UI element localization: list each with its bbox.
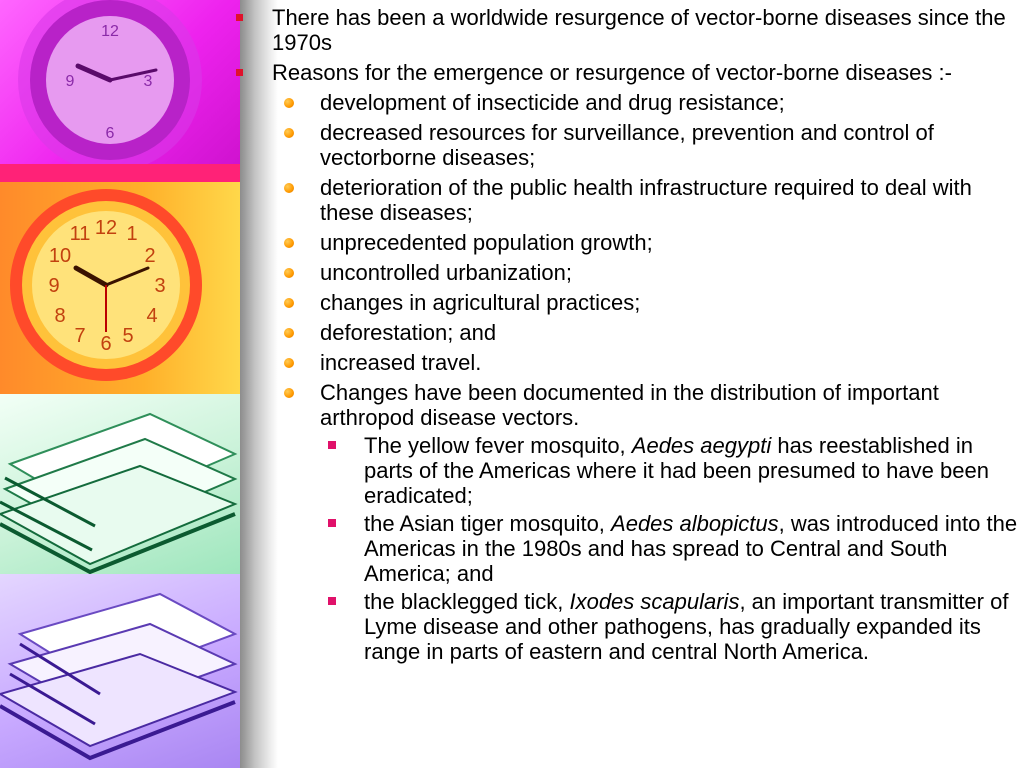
round-bullet-icon <box>284 388 294 398</box>
svg-text:1: 1 <box>126 223 138 245</box>
bullet-text: There has been a worldwide resurgence of vector-borne diseases since the 1970s <box>272 5 1006 55</box>
bullet-text: Changes have been documented in the distribution of important arthropod disease vectors. <box>320 380 939 430</box>
bullet-text: increased travel. <box>320 350 482 375</box>
clock-icon <box>0 182 240 394</box>
bullet-text: , an important transmitter of Lyme disease and other pathogens, has gradually expanded its range in parts of eastern and central North America. <box>364 589 1009 664</box>
species-name: Aedes aegypti <box>631 433 772 458</box>
round-bullet-icon <box>284 98 294 108</box>
round-bullet-icon <box>284 328 294 338</box>
lavender-books-panel <box>0 574 240 768</box>
square-bullet-icon <box>328 597 336 605</box>
reasons-list <box>276 90 1020 664</box>
bullet-text: The yellow fever mosquito, <box>364 433 632 458</box>
round-bullet-icon <box>284 268 294 278</box>
bullet-text: development of insecticide and drug resistance; <box>320 90 785 115</box>
round-bullet-icon <box>284 183 294 193</box>
list-item <box>232 60 1020 664</box>
list-item <box>276 230 1020 255</box>
round-bullet-icon <box>284 358 294 368</box>
list-item <box>320 433 1020 508</box>
bullet-text: the blacklegged tick, <box>364 589 570 614</box>
list-item <box>276 350 1020 375</box>
purple-clock-panel <box>0 0 240 182</box>
svg-text:3: 3 <box>143 73 153 90</box>
list-item <box>320 589 1020 664</box>
list-item <box>276 90 1020 115</box>
square-bullet-icon <box>236 14 243 21</box>
bullet-text: the Asian tiger mosquito, <box>364 511 612 536</box>
list-item <box>320 511 1020 586</box>
bullet-list <box>232 5 1020 664</box>
svg-text:12: 12 <box>101 23 119 40</box>
books-icon <box>0 574 240 768</box>
bullet-text: , was introduced into the Americas in the 1980s and has spread to Central and South America; and <box>364 511 1018 586</box>
vectors-list <box>320 433 1020 664</box>
species-name: Ixodes scapularis <box>569 589 740 614</box>
svg-text:2: 2 <box>144 245 156 267</box>
square-bullet-icon <box>328 519 336 527</box>
books-icon <box>0 394 240 574</box>
list-item <box>276 120 1020 170</box>
green-books-panel <box>0 394 240 574</box>
clock-icon <box>0 0 240 182</box>
bullet-text: uncontrolled urbanization; <box>320 260 572 285</box>
svg-text:7: 7 <box>74 325 86 347</box>
bullet-text: unprecedented population growth; <box>320 230 653 255</box>
orange-clock-panel <box>0 182 240 394</box>
list-item <box>276 260 1020 285</box>
list-item <box>232 5 1020 55</box>
bullet-text: deforestation; and <box>320 320 497 345</box>
bullet-text: deterioration of the public health infrastructure required to deal with these diseases; <box>320 175 972 225</box>
svg-text:10: 10 <box>48 245 72 267</box>
square-bullet-icon <box>328 441 336 449</box>
bullet-text: Reasons for the emergence or resurgence of vector-borne diseases :- <box>272 60 952 85</box>
list-item <box>276 380 1020 664</box>
round-bullet-icon <box>284 128 294 138</box>
bullet-text: changes in agricultural practices; <box>320 290 641 315</box>
svg-text:6: 6 <box>100 333 112 355</box>
round-bullet-icon <box>284 238 294 248</box>
svg-text:6: 6 <box>105 125 115 142</box>
slide-body <box>232 0 1020 768</box>
list-item <box>276 175 1020 225</box>
bullet-text: decreased resources for surveillance, prevention and control of vectorborne diseases; <box>320 120 934 170</box>
svg-text:9: 9 <box>65 73 75 90</box>
svg-text:8: 8 <box>54 305 66 327</box>
decorative-image-strip <box>0 0 240 768</box>
round-bullet-icon <box>284 298 294 308</box>
svg-text:9: 9 <box>48 275 60 297</box>
svg-text:3: 3 <box>154 275 166 297</box>
list-item <box>276 320 1020 345</box>
svg-text:11: 11 <box>69 223 91 245</box>
svg-text:4: 4 <box>146 305 158 327</box>
svg-text:12: 12 <box>94 217 118 239</box>
pink-band <box>0 164 240 182</box>
square-bullet-icon <box>236 69 243 76</box>
bullet-text: has reestablished in parts of the Americas where it had been presumed to have been eradicated; <box>364 433 989 508</box>
list-item <box>276 290 1020 315</box>
svg-text:5: 5 <box>122 325 134 347</box>
species-name: Aedes albopictus <box>611 511 779 536</box>
